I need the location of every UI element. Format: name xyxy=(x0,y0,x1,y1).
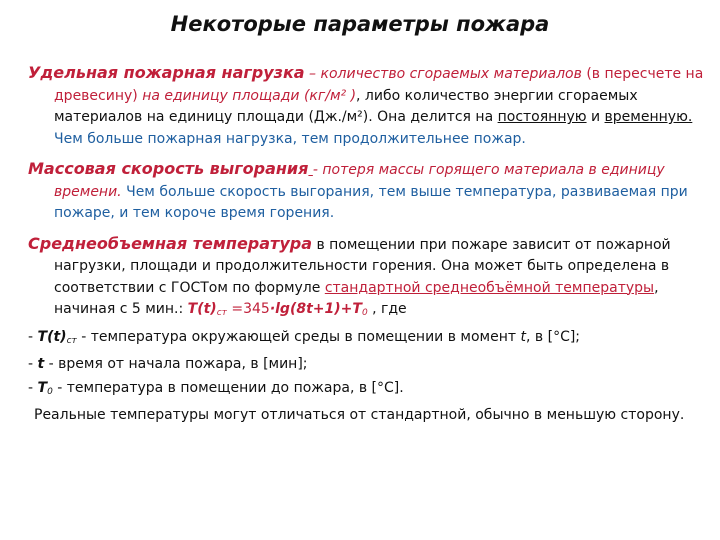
fire-load-temporary: временную. xyxy=(604,109,693,125)
def-symbol: T(t) xyxy=(37,328,67,345)
def-symbol: T xyxy=(37,379,48,396)
fire-load-and: и xyxy=(586,109,605,125)
def-dash: - xyxy=(28,379,38,396)
formula-T: T(t) xyxy=(187,301,217,317)
formula-sub-st: ст xyxy=(216,308,227,318)
def-tail: , в [°С]; xyxy=(526,328,581,345)
fire-load-def-b: (в пересчете на древесину) xyxy=(54,66,704,104)
term-avg-temperature: Среднеобъемная температура xyxy=(28,233,312,253)
def-symbol: t xyxy=(37,356,45,372)
definition-line xyxy=(28,327,704,353)
def-italic: t xyxy=(520,328,526,345)
paragraph-fire-load xyxy=(28,62,704,150)
def-symbol-sub: 0 xyxy=(47,386,53,397)
paragraph-avg-temperature xyxy=(28,233,704,325)
burn-rate-note: Чем больше скорость выгорания, тем выше температура, развиваемая при пожаре, и тем короче время горения. xyxy=(54,183,688,221)
def-text: - температура в помещении до пожара, в [°С]. xyxy=(52,379,404,396)
fire-load-def-c: на единицу площади (кг/м² ) xyxy=(137,87,357,104)
formula-rest: ·lg(8t+1)+T xyxy=(269,301,362,317)
fire-load-def-a: – количество сгораемых материалов xyxy=(304,66,587,82)
fire-load-note: Чем больше пожарная нагрузка, тем продолжительнее пожар. xyxy=(54,130,526,147)
content-body xyxy=(28,62,704,427)
term-burn-rate: Массовая скорость выгорания xyxy=(28,159,309,178)
definitions-list xyxy=(28,327,704,404)
def-dash: - xyxy=(28,356,38,372)
def-dash: - xyxy=(28,328,38,345)
def-symbol-sub: ст xyxy=(66,335,77,346)
fire-load-constant: постоянную xyxy=(497,109,587,125)
formula-sub-0: 0 xyxy=(361,308,368,318)
burn-rate-def: - потеря массы горящего материала в единицу времени. xyxy=(54,162,665,200)
fire-load-def-d: , либо количество энергии сгораемых материалов на единицу площади (Дж./м²). Она делится на xyxy=(54,87,638,125)
avg-temp-text-a: в помещении при пожаре зависит от пожарной нагрузки, площади и продолжительности горения. Она может быть определена в соответствии с ГОСТом по формуле xyxy=(54,236,671,296)
title-text: Некоторые параметры пожара xyxy=(170,12,550,36)
standard-temperature-link[interactable]: стандартной среднеобъёмной температуры xyxy=(324,279,655,296)
paragraph-burn-rate xyxy=(28,158,704,225)
def-text: - температура окружающей среды в помещении в момент xyxy=(76,328,521,345)
term-fire-load: Удельная пожарная нагрузка xyxy=(28,63,305,82)
formula-eq: =345 xyxy=(226,301,270,317)
definition-line xyxy=(28,378,704,404)
slide-title xyxy=(0,12,720,36)
avg-temp-text-c: , где xyxy=(367,301,407,317)
definition-line xyxy=(28,354,704,376)
avg-temp-text-b: , начиная с 5 мин.: xyxy=(54,279,659,317)
closing-note: Реальные температуры могут отличаться от стандартной, обычно в меньшую сторону. xyxy=(34,407,685,423)
def-text: - время от начала пожара, в [мин]; xyxy=(44,356,308,372)
